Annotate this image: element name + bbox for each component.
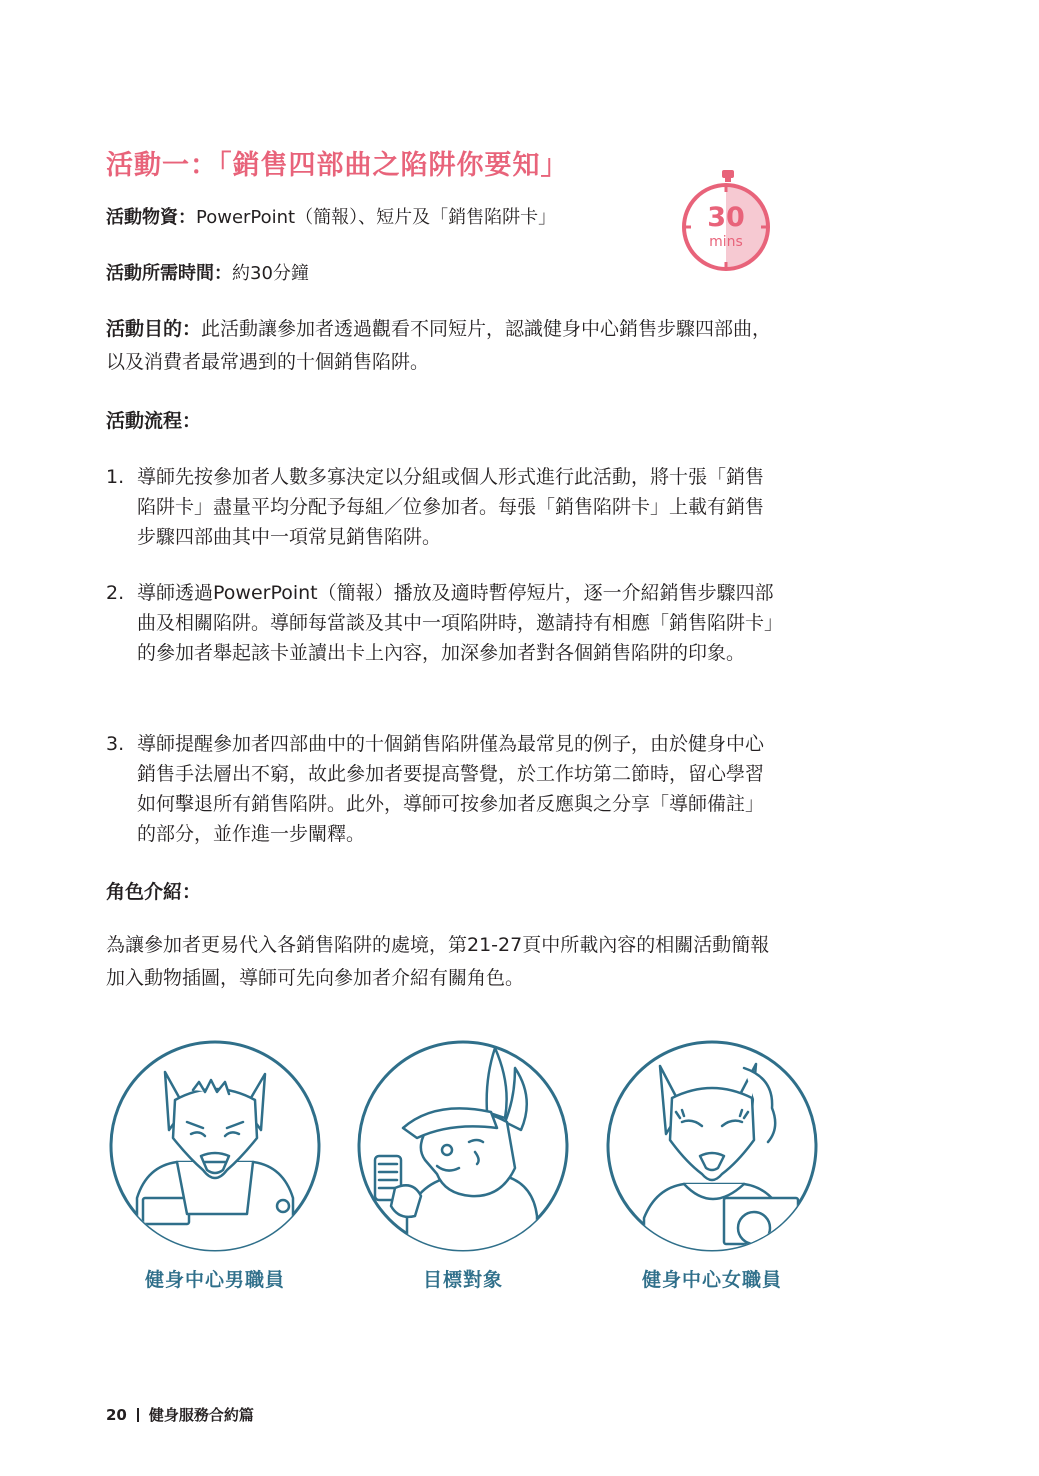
purpose-label: 活動目的：	[106, 318, 202, 340]
character-caption-target: 目標對象	[422, 1269, 503, 1291]
duration-line	[106, 259, 309, 285]
step-text: 導師提醒參加者四部曲中的十個銷售陷阱僅為最常見的例子，由於健身中心銷售手法層出不窮，故此參加者要提高警覺，於工作坊第二節時，留心學習如何擊退所有銷售陷阱。此外，導師可按參加者反應與之分享「導師備註」的部分，並作進一步闡釋。	[137, 733, 765, 845]
rabbit-customer-icon	[355, 1038, 571, 1254]
duration-value: 約30分鐘	[232, 263, 309, 284]
male-staff-wolf-icon	[107, 1038, 323, 1254]
roles-intro: 為讓參加者更易代入各銷售陷阱的處境，第21-27頁中所載內容的相關活動簡報加入動物插圖，導師可先向參加者介紹有關角色。	[106, 934, 770, 989]
timer-unit: mins	[709, 234, 743, 250]
timer-number: 30	[707, 202, 745, 233]
flow-heading: 活動流程：	[106, 410, 202, 432]
roles-heading: 角色介紹：	[106, 881, 202, 903]
step-number: 2.	[106, 582, 125, 604]
step-text: 導師透過PowerPoint（簡報）播放及適時暫停短片，逐一介紹銷售步驟四部曲及相關陷阱。導師每當談及其中一項陷阱時，邀請持有相應「銷售陷阱卡」的參加者舉起該卡並讀出卡上內容，加深參加者對各個銷售陷阱的印象。	[137, 582, 774, 664]
step-text: 導師先按參加者人數多寡決定以分組或個人形式進行此活動，將十張「銷售陷阱卡」盡量平均分配予每組／位參加者。每張「銷售陷阱卡」上載有銷售步驟四部曲其中一項常見銷售陷阱。	[137, 466, 765, 548]
character-caption-male-staff: 健身中心男職員	[144, 1269, 285, 1291]
step-number: 1.	[106, 466, 125, 488]
step-item	[106, 578, 776, 668]
page-number: 20	[106, 1406, 127, 1424]
purpose-paragraph	[106, 313, 776, 379]
materials-value: PowerPoint（簡報）、短片及「銷售陷阱卡」	[196, 207, 557, 228]
step-item	[106, 729, 776, 849]
character-caption-female-staff: 健身中心女職員	[641, 1269, 782, 1291]
female-staff-wolf-icon	[604, 1038, 820, 1254]
page-footer	[106, 1404, 254, 1425]
materials-line	[106, 203, 556, 229]
footer-divider	[137, 1408, 139, 1422]
purpose-text: 此活動讓參加者透過觀看不同短片，認識健身中心銷售步驟四部曲，以及消費者最常遇到的十個銷售陷阱。	[106, 318, 772, 373]
duration-label: 活動所需時間：	[106, 263, 232, 284]
section-name: 健身服務合約篇	[148, 1406, 254, 1424]
step-number: 3.	[106, 733, 125, 755]
materials-label: 活動物資：	[106, 207, 196, 228]
step-item	[106, 462, 776, 552]
page-title: 活動一：「銷售四部曲之陷阱你要知」	[106, 150, 569, 181]
timer-badge	[678, 168, 778, 278]
